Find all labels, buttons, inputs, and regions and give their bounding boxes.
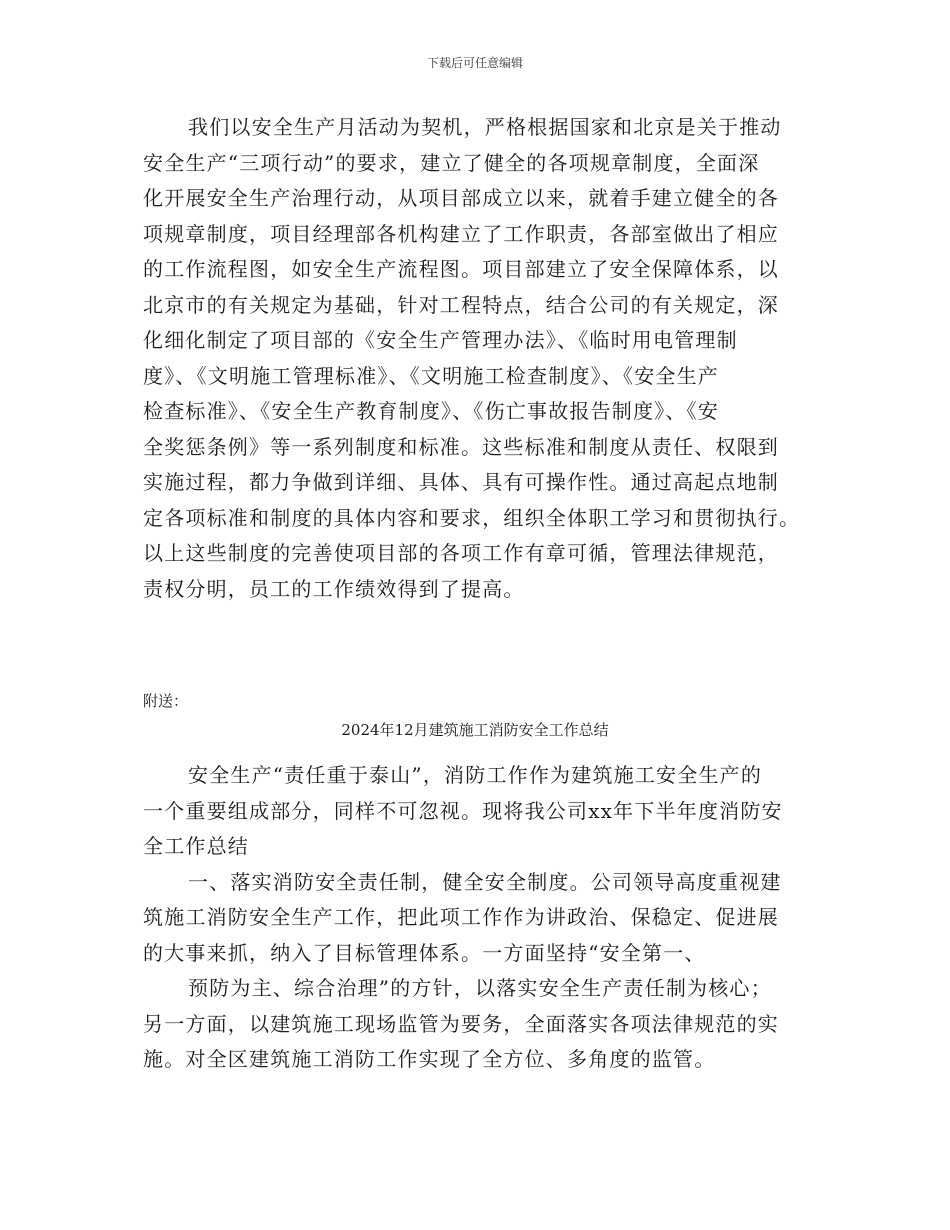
- text-line: 实施过程，都力争做到详细、具体、具有可操作性。通过高起点地制: [143, 470, 779, 494]
- paragraph-fire-safety: [143, 758, 783, 1078]
- text-line: 北京市的有关规定为基础，针对工程特点，结合公司的有关规定，深: [143, 292, 779, 317]
- text-line: 项规章制度，项目经理部各机构建立了工作职责，各部室做出了相应: [143, 221, 779, 246]
- appendix-label: 附送：: [143, 692, 189, 710]
- text-line: 另一方面，以建筑施工现场监管为要务，全面落实各项法律规范的实: [143, 1011, 779, 1036]
- document-title: 2024年12月建筑施工消防安全工作总结: [341, 721, 609, 739]
- text-line: 一个重要组成部分，同样不可忽视。现将我公司xx年下半年度消防安: [143, 798, 783, 823]
- text-line: 度》、《文明施工管理标准》、《文明施工检查制度》、《安全生产: [143, 363, 719, 388]
- text-line: 责权分明，员工的工作绩效得到了提高。: [143, 576, 525, 601]
- text-line: 安全生产“三项行动”的要求，建立了健全的各项规章制度，全面深: [143, 150, 760, 175]
- text-line: 化开展安全生产治理行动，从项目部成立以来，就着手建立健全的各: [143, 186, 779, 210]
- text-line: 施。对全区建筑施工消防工作实现了全方位、多角度的监管。: [143, 1047, 716, 1071]
- text-line: 的工作流程图，如安全生产流程图。项目部建立了安全保障体系，以: [143, 257, 779, 281]
- text-line: 检查标准》、《安全生产教育制度》、《伤亡事故报告制度》、《安: [143, 399, 719, 423]
- text-line: 预防为主、综合治理”的方针，以落实安全生产责任制为核心；: [188, 976, 772, 1000]
- paragraph-safety-rules: [143, 110, 800, 607]
- text-line: 全奖惩条例》等一系列制度和标准。这些标准和制度从责任、权限到: [143, 434, 779, 459]
- text-line: 筑施工消防安全生产工作，把此项工作作为讲政治、保稳定、促进展: [143, 905, 779, 929]
- page-header: 下载后可任意编辑: [426, 56, 523, 70]
- text-line: 的大事来抓，纳入了目标管理体系。一方面坚持“安全第一、: [143, 940, 706, 965]
- text-line: 定各项标准和制度的具体内容和要求，组织全体职工学习和贯彻执行。: [143, 505, 801, 530]
- text-line: 化细化制定了项目部的《安全生产管理办法》、《临时用电管理制: [143, 328, 738, 352]
- text-line: 以上这些制度的完善使项目部的各项工作有章可循，管理法律规范，: [143, 541, 779, 565]
- text-line: 全工作总结: [143, 834, 249, 858]
- text-line: 我们以安全生产月活动为契机，严格根据国家和北京是关于推动: [188, 115, 782, 139]
- text-line: 一、落实消防安全责任制，健全安全制度。公司领导高度重视建: [188, 869, 782, 894]
- text-line: 安全生产“责任重于泰山”，消防工作作为建筑施工安全生产的: [188, 763, 763, 787]
